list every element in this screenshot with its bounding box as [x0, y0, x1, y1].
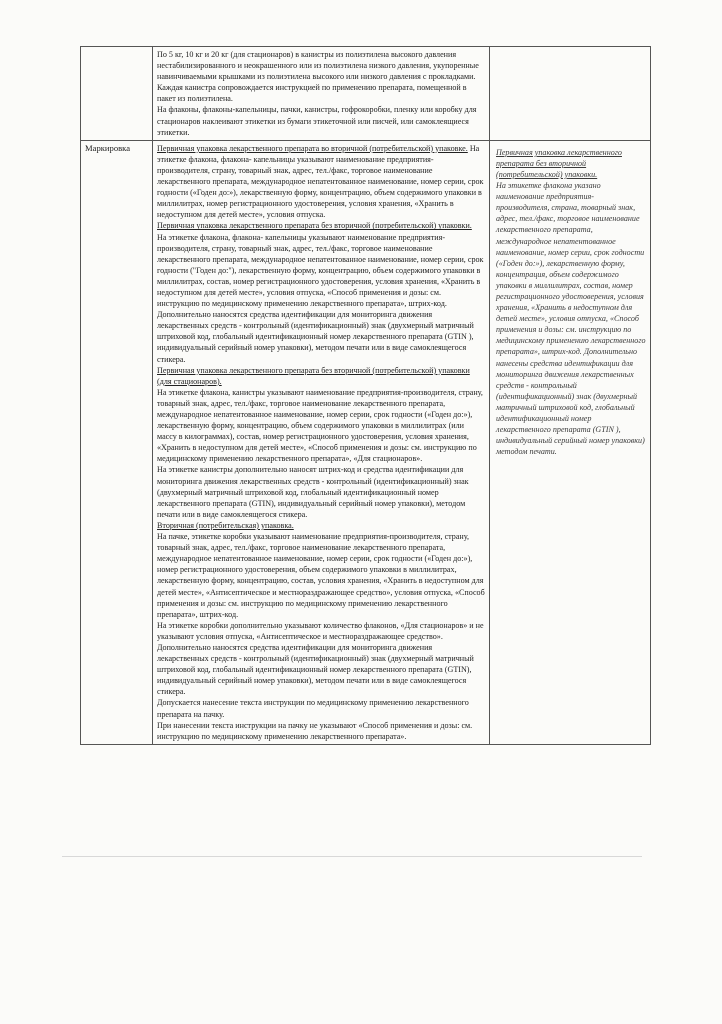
marking-block [157, 642, 485, 697]
marking-block [157, 520, 485, 531]
empty-side-cell [490, 47, 651, 141]
block-text: На пачке, этикетке коробки указывают наименование предприятия-производителя, страну, товарный знак, адрес, тел./факс, торговое наименование лекарственного препарата, международное непатентованное наименование, номер серии, срок годности («Годен до:»), номер регистрационного удостоверения, объем содержимого упаковки в миллилитрах, лекарственную форму, концентрацию, состав, условия хранения, «Хранить в недоступном для детей месте», «Антисептическое и местнораздражающее средство», условия отпуска, «Способ применения и дозы: см. инструкцию по медицинскому применению лекарственного препарата», штрих-код. [157, 532, 485, 619]
marking-block [157, 387, 485, 465]
marking-block [157, 232, 485, 310]
block-text: Допускается нанесение текста инструкции по медицинскому применению лекарственного препарата на пачку. [157, 698, 469, 719]
page-divider [62, 856, 642, 857]
marking-block [157, 220, 485, 231]
specification-table [80, 46, 651, 745]
block-heading: Первичная упаковка лекарственного препарата без вторичной (потребительской) упаковки (для стационаров). [157, 365, 470, 386]
block-heading: Первичная упаковка лекарственного препарата во вторичной (потребительской) упаковке. [157, 143, 468, 153]
packaging-paragraph: Каждая канистра сопровождается инструкцией по применению препарата, помещенной в пакет из полиэтилена. [157, 83, 467, 104]
table-row [81, 47, 651, 141]
packaging-paragraph: На флаконы, флаконы-капельницы, пачки, канистры, гофрокоробки, пленку или коробку для стационаров наклеивают этикетки из бумаги этикеточной или писчей, или самоклеящиеся этикетки. [157, 105, 477, 137]
marking-block [157, 365, 485, 387]
table-row [81, 140, 651, 744]
block-text: На этикетке канистры дополнительно наносят штрих-код и средства идентификации для мониторинга движения лекарственных средств - контрольный (идентификационный) знак (двухмерный матричный штриховой код, глобальный идентификационный номер лекарственного препарата (GTIN), индивидуальный серийный номер упаковки), методом печати или в виде самоклеящегося стикера. [157, 465, 469, 519]
block-text: На этикетке флакона, канистры указывают наименование предприятия-производителя, страну, товарный знак, адрес, тел./факс, торговое наименование лекарственного препарата, международное непатентованное наименование, номер серии, срок годности («Годен до:»), лекарственную форму, концентрацию, объем содержимого упаковки в миллилитрах (или массу в килограммах), состав, номер регистрационного удостоверения, условия хранения, «Хранить в недоступном для детей месте», «Способ применения и дозы: см. инструкцию по медицинскому применению лекарственного препарата», «Для стационаров». [157, 387, 483, 464]
packaging-paragraph: По 5 кг, 10 кг и 20 кг (для стационаров) в канистры из полиэтилена высокого давления нестабилизированного и неокрашенного или из полиэтилена низкого давления, укупоренные навинчиваемыми крышками из полиэтилена высокого или низкого давления с прокладками. [157, 50, 479, 82]
packaging-cell [153, 47, 490, 141]
marking-block [157, 620, 485, 642]
block-text: На этикетке флакона, флакона- капельницы указывают наименование предприятия-производителя, страну, товарный знак, адрес, тел./факс, торговое наименование лекарственного препарата, международное непатентованное наименование, номер серии, срок годности ("Годен до:"), лекарственную форму, концентрацию, объем содержимого упаковки в миллилитрах, состав, номер регистрационного удостоверения, условия хранения, «Хранить в недоступном для детей месте», условия отпуска, «Способ применения и дозы: см. инструкцию по медицинскому применению лекарственного препарата», штрих-код. [157, 232, 484, 309]
block-text: Дополнительно наносятся средства идентификации для мониторинга движения лекарственных средств - контрольный (идентификационный) знак (двухмерный матричный штриховой код, глобальный идентификационный номер лекарственного препарата (GTIN ), индивидуальный серийный номер упаковки), методом печати или в виде самоклеящегося стикера. [157, 310, 474, 364]
note-text: На этикетке флакона указано наименование предприятия-производителя, страна, товарный знак, адрес, тел./факс, торговое наименование лекарственного препарата, международное непатентованное наименование, номер серии, срок годности («Годен до:»), лекарственную форму, концентрация, объем содержимого упаковки в миллилитрах, состав, номер регистрационного удостоверения, условия хранения, «Хранить в недоступном для детей месте», условия отпуска, «Способ применения и дозы: см. инструкцию по медицинскому применению лекарственного препарата», штрих-код. Дополнительно нанесены средства идентификации для мониторинга движения лекарственных средств - контрольный (идентификационный) знак (двухмерный матричный штриховой код, глобальный идентификационный номер лекарственного препарата (GTIN ), индивидуальный серийный номер упаковки) методом печати. [496, 181, 646, 457]
handwritten-note-cell [490, 140, 651, 744]
marking-cell [153, 140, 490, 744]
marking-block [157, 531, 485, 620]
marking-block [157, 143, 485, 221]
block-text: На этикетке флакона, флакона- капельницы указывают наименование предприятия-производителя, страну, товарный знак, адрес, тел./факс, торговое наименование лекарственного препарата, международное непатентованное наименование, номер серии, срок годности («Годен до:»), лекарственную форму, концентрацию, объем содержимого упаковки в миллилитрах, номер регистрационного удостоверения, условия хранения, «Хранить в недоступном для детей месте», условия отпуска. [157, 143, 484, 220]
empty-label-cell [81, 47, 153, 141]
marking-block [157, 720, 485, 742]
block-text: На этикетке коробки дополнительно указывают количество флаконов, «Для стационаров» и не указывают условия отпуска, «Антисептическое и местнораздражающее средство». [157, 620, 484, 641]
marking-label: Маркировка [81, 140, 153, 744]
marking-block [157, 464, 485, 519]
marking-block [157, 697, 485, 719]
block-heading: Первичная упаковка лекарственного препарата без вторичной (потребительской) упаковки. [157, 221, 472, 231]
note-heading: Первичная упаковка лекарственного препарата без вторичной (потребительской) упаковки. [496, 147, 622, 179]
block-heading: Вторичная (потребительская) упаковка. [157, 520, 294, 530]
block-text: Дополнительно наносятся средства идентификации для мониторинга движения лекарственных средств - контрольный (идентификационный) знак (двухмерный матричный штриховой код, глобальный идентификационный номер лекарственного препарата (GTIN), индивидуальный серийный номер упаковки), методом печати или в виде самоклеящегося стикера. [157, 642, 474, 697]
block-text: При нанесении текста инструкции на пачку не указывают «Способ применения и дозы: см. инструкцию по медицинскому применению лекарственного препарата». [157, 720, 473, 741]
marking-block [157, 309, 485, 364]
